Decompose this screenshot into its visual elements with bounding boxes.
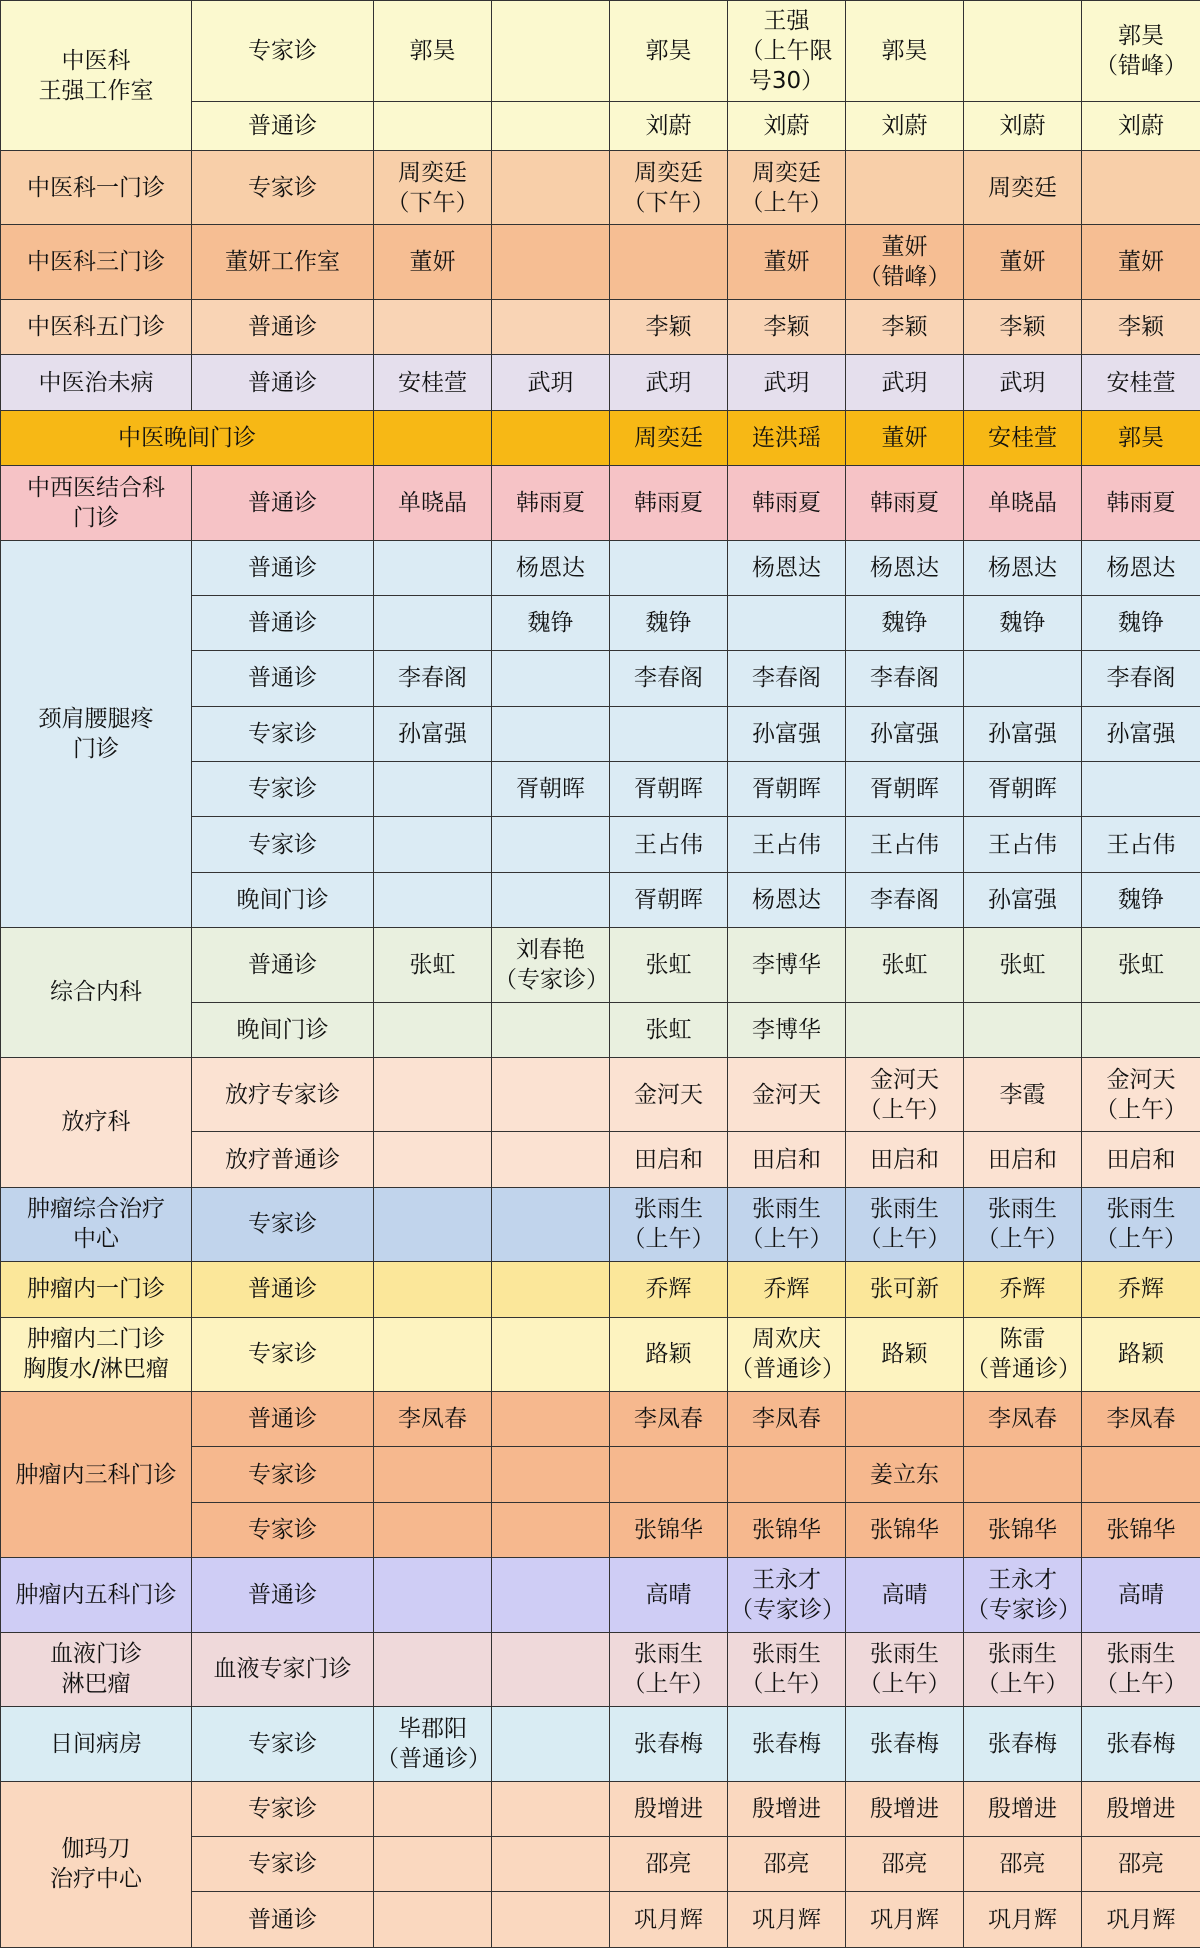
doctor-cell: 孙富强 [374, 706, 492, 761]
doctor-cell: 刘蔚 [1082, 101, 1200, 150]
clinic-type-cell: 普通诊 [192, 299, 374, 354]
doctor-cell: 杨恩达 [492, 540, 610, 595]
doctor-cell: 张锦华 [728, 1502, 846, 1557]
doctor-cell: 魏铮 [964, 595, 1082, 650]
doctor-cell: 李凤春 [374, 1392, 492, 1447]
doctor-cell [374, 1002, 492, 1057]
doctor-cell [374, 761, 492, 816]
doctor-cell: 魏铮 [1082, 872, 1200, 927]
clinic-type-cell: 放疗专家诊 [192, 1057, 374, 1131]
clinic-type-cell: 普通诊 [192, 101, 374, 150]
doctor-cell [374, 1502, 492, 1557]
doctor-cell: 周欢庆 （普通诊） [728, 1317, 846, 1391]
department-cell: 肿瘤内三科门诊 [1, 1392, 192, 1558]
doctor-cell: 安桂萱 [964, 410, 1082, 465]
doctor-cell: 金河天 （上午） [846, 1057, 964, 1131]
doctor-cell [1082, 1002, 1200, 1057]
doctor-cell: 李博华 [728, 1002, 846, 1057]
doctor-cell: 刘蔚 [964, 101, 1082, 150]
doctor-cell: 张锦华 [610, 1502, 728, 1557]
doctor-cell: 高晴 [846, 1558, 964, 1632]
doctor-cell: 胥朝晖 [846, 761, 964, 816]
doctor-cell: 胥朝晖 [610, 872, 728, 927]
doctor-cell: 李颖 [610, 299, 728, 354]
doctor-cell: 刘蔚 [846, 101, 964, 150]
department-cell: 中医科五门诊 [1, 299, 192, 354]
schedule-row [1, 410, 1200, 465]
department-cell: 日间病房 [1, 1707, 192, 1781]
doctor-cell: 张雨生 （上午） [728, 1187, 846, 1261]
doctor-cell: 李春阁 [610, 651, 728, 706]
doctor-cell [374, 1057, 492, 1131]
doctor-cell [492, 225, 610, 299]
doctor-cell [374, 872, 492, 927]
doctor-cell [492, 651, 610, 706]
doctor-cell: 韩雨夏 [492, 466, 610, 540]
schedule-row [1, 1317, 1200, 1391]
doctor-cell: 张春梅 [1082, 1707, 1200, 1781]
doctor-cell: 李颖 [964, 299, 1082, 354]
doctor-cell: 周奕廷 [964, 151, 1082, 225]
schedule-row [1, 1262, 1200, 1317]
clinic-type-cell: 晚间门诊 [192, 1002, 374, 1057]
doctor-cell [492, 1502, 610, 1557]
doctor-cell: 李春阁 [846, 872, 964, 927]
doctor-cell: 董妍 [728, 225, 846, 299]
clinic-type-cell: 普通诊 [192, 540, 374, 595]
clinic-type-cell: 专家诊 [192, 1447, 374, 1502]
doctor-cell: 武玥 [846, 355, 964, 410]
doctor-cell: 张雨生 （上午） [964, 1187, 1082, 1261]
clinic-type-cell: 普通诊 [192, 1558, 374, 1632]
doctor-cell: 田启和 [728, 1132, 846, 1187]
doctor-cell: 武玥 [728, 355, 846, 410]
doctor-cell: 周奕廷 （上午） [728, 151, 846, 225]
doctor-cell: 郭昊 （错峰） [1082, 1, 1200, 102]
department-cell: 血液门诊 淋巴瘤 [1, 1632, 192, 1706]
doctor-cell: 王占伟 [846, 817, 964, 872]
schedule-row [1, 355, 1200, 410]
department-cell: 中医晚间门诊 [1, 410, 374, 465]
clinic-type-cell: 专家诊 [192, 1707, 374, 1781]
clinic-type-cell: 董妍工作室 [192, 225, 374, 299]
doctor-cell: 高晴 [1082, 1558, 1200, 1632]
doctor-cell: 李春阁 [1082, 651, 1200, 706]
clinic-type-cell: 血液专家门诊 [192, 1632, 374, 1706]
doctor-cell: 单晓晶 [374, 466, 492, 540]
doctor-cell: 殷增进 [728, 1781, 846, 1836]
doctor-cell: 田启和 [1082, 1132, 1200, 1187]
doctor-cell [492, 817, 610, 872]
doctor-cell [964, 651, 1082, 706]
doctor-cell: 杨恩达 [1082, 540, 1200, 595]
doctor-cell: 胥朝晖 [492, 761, 610, 816]
doctor-cell: 孙富强 [964, 872, 1082, 927]
doctor-cell: 张虹 [1082, 928, 1200, 1002]
doctor-cell: 巩月辉 [846, 1892, 964, 1948]
doctor-cell: 郭昊 [846, 1, 964, 102]
doctor-cell: 乔辉 [964, 1262, 1082, 1317]
doctor-cell [492, 1057, 610, 1131]
doctor-cell [374, 1317, 492, 1391]
doctor-cell [492, 1262, 610, 1317]
doctor-cell: 王永才 （专家诊） [964, 1558, 1082, 1632]
doctor-cell: 刘蔚 [728, 101, 846, 150]
doctor-cell: 邵亮 [846, 1836, 964, 1891]
schedule-row [1, 466, 1200, 540]
clinic-type-cell: 普通诊 [192, 1262, 374, 1317]
clinic-type-cell: 放疗普通诊 [192, 1132, 374, 1187]
clinic-type-cell: 专家诊 [192, 1317, 374, 1391]
doctor-cell: 张雨生 （上午） [610, 1187, 728, 1261]
department-cell: 中医治未病 [1, 355, 192, 410]
doctor-cell [492, 101, 610, 150]
schedule-row [1, 1707, 1200, 1781]
doctor-cell: 乔辉 [728, 1262, 846, 1317]
doctor-cell [492, 1, 610, 102]
doctor-cell: 张虹 [610, 928, 728, 1002]
doctor-cell: 张锦华 [1082, 1502, 1200, 1557]
doctor-cell [374, 595, 492, 650]
doctor-cell: 郭昊 [610, 1, 728, 102]
doctor-cell: 孙富强 [846, 706, 964, 761]
department-cell: 中医科三门诊 [1, 225, 192, 299]
doctor-cell: 张春梅 [964, 1707, 1082, 1781]
schedule-row [1, 1187, 1200, 1261]
doctor-cell: 张雨生 （上午） [728, 1632, 846, 1706]
doctor-cell: 殷增进 [964, 1781, 1082, 1836]
doctor-cell: 胥朝晖 [964, 761, 1082, 816]
doctor-cell: 李颖 [728, 299, 846, 354]
department-cell: 中西医结合科 门诊 [1, 466, 192, 540]
doctor-cell [374, 299, 492, 354]
clinic-type-cell: 普通诊 [192, 466, 374, 540]
doctor-cell: 路颖 [846, 1317, 964, 1391]
doctor-cell [492, 1392, 610, 1447]
doctor-cell [846, 1392, 964, 1447]
doctor-cell [492, 1892, 610, 1948]
doctor-cell: 韩雨夏 [846, 466, 964, 540]
doctor-cell [610, 706, 728, 761]
doctor-cell: 魏铮 [492, 595, 610, 650]
doctor-cell: 王占伟 [1082, 817, 1200, 872]
doctor-cell: 单晓晶 [964, 466, 1082, 540]
doctor-cell [964, 1, 1082, 102]
schedule-row [1, 928, 1200, 1002]
doctor-cell: 张春梅 [610, 1707, 728, 1781]
doctor-cell: 韩雨夏 [728, 466, 846, 540]
doctor-cell: 杨恩达 [728, 540, 846, 595]
doctor-cell [374, 1632, 492, 1706]
department-cell: 颈肩腰腿疼 门诊 [1, 540, 192, 928]
doctor-cell [492, 1558, 610, 1632]
doctor-cell: 郭昊 [1082, 410, 1200, 465]
doctor-cell [374, 1187, 492, 1261]
doctor-cell [374, 540, 492, 595]
doctor-cell: 张虹 [374, 928, 492, 1002]
doctor-cell: 郭昊 [374, 1, 492, 102]
doctor-cell: 路颖 [610, 1317, 728, 1391]
clinic-type-cell: 专家诊 [192, 151, 374, 225]
doctor-cell: 孙富强 [1082, 706, 1200, 761]
doctor-cell: 殷增进 [846, 1781, 964, 1836]
doctor-cell [374, 1447, 492, 1502]
clinic-type-cell: 普通诊 [192, 595, 374, 650]
doctor-cell [964, 1447, 1082, 1502]
doctor-cell [374, 1558, 492, 1632]
doctor-cell: 邵亮 [610, 1836, 728, 1891]
doctor-cell: 武玥 [492, 355, 610, 410]
doctor-cell [1082, 1447, 1200, 1502]
doctor-cell: 田启和 [610, 1132, 728, 1187]
schedule-row [1, 1632, 1200, 1706]
doctor-cell: 张锦华 [964, 1502, 1082, 1557]
doctor-cell [374, 1132, 492, 1187]
doctor-cell [492, 1187, 610, 1261]
doctor-cell: 李凤春 [1082, 1392, 1200, 1447]
doctor-cell: 杨恩达 [728, 872, 846, 927]
clinic-type-cell: 晚间门诊 [192, 872, 374, 927]
doctor-cell: 张春梅 [846, 1707, 964, 1781]
doctor-cell: 巩月辉 [1082, 1892, 1200, 1948]
doctor-cell: 张雨生 （上午） [610, 1632, 728, 1706]
doctor-cell: 周奕廷 [610, 410, 728, 465]
doctor-cell [374, 1892, 492, 1948]
schedule-row [1, 1, 1200, 102]
doctor-cell [492, 1836, 610, 1891]
doctor-cell: 武玥 [964, 355, 1082, 410]
clinic-type-cell: 普通诊 [192, 928, 374, 1002]
doctor-cell: 张虹 [964, 928, 1082, 1002]
doctor-cell [374, 101, 492, 150]
doctor-cell [492, 1132, 610, 1187]
doctor-cell [728, 1447, 846, 1502]
clinic-type-cell: 普通诊 [192, 355, 374, 410]
doctor-cell [492, 872, 610, 927]
doctor-cell: 张锦华 [846, 1502, 964, 1557]
doctor-cell: 巩月辉 [610, 1892, 728, 1948]
schedule-row [1, 1558, 1200, 1632]
doctor-cell: 李凤春 [610, 1392, 728, 1447]
doctor-cell: 邵亮 [728, 1836, 846, 1891]
doctor-cell: 田启和 [964, 1132, 1082, 1187]
doctor-cell: 巩月辉 [728, 1892, 846, 1948]
doctor-cell [610, 540, 728, 595]
doctor-cell: 魏铮 [1082, 595, 1200, 650]
doctor-cell: 李霞 [964, 1057, 1082, 1131]
doctor-cell [492, 1317, 610, 1391]
doctor-cell [492, 410, 610, 465]
doctor-cell: 连洪瑶 [728, 410, 846, 465]
doctor-cell: 韩雨夏 [610, 466, 728, 540]
clinic-type-cell: 专家诊 [192, 1836, 374, 1891]
doctor-cell: 乔辉 [1082, 1262, 1200, 1317]
schedule-row [1, 1057, 1200, 1131]
doctor-cell: 邵亮 [1082, 1836, 1200, 1891]
doctor-cell: 孙富强 [728, 706, 846, 761]
doctor-cell: 刘蔚 [610, 101, 728, 150]
doctor-cell: 胥朝晖 [728, 761, 846, 816]
doctor-cell [374, 1836, 492, 1891]
schedule-row [1, 225, 1200, 299]
doctor-cell: 金河天 [728, 1057, 846, 1131]
department-cell: 中医科一门诊 [1, 151, 192, 225]
clinic-type-cell: 专家诊 [192, 1, 374, 102]
doctor-cell [374, 410, 492, 465]
doctor-cell: 周奕廷 （下午） [610, 151, 728, 225]
doctor-cell [492, 1447, 610, 1502]
doctor-cell: 董妍 [374, 225, 492, 299]
doctor-cell [492, 1632, 610, 1706]
doctor-cell [728, 595, 846, 650]
doctor-cell: 王永才 （专家诊） [728, 1558, 846, 1632]
clinic-type-cell: 普通诊 [192, 651, 374, 706]
doctor-cell [492, 151, 610, 225]
doctor-cell [492, 1002, 610, 1057]
department-cell: 综合内科 [1, 928, 192, 1058]
doctor-cell: 路颖 [1082, 1317, 1200, 1391]
doctor-cell: 陈雷 （普通诊） [964, 1317, 1082, 1391]
clinic-type-cell: 专家诊 [192, 1502, 374, 1557]
doctor-cell: 李颖 [1082, 299, 1200, 354]
doctor-cell: 张雨生 （上午） [1082, 1632, 1200, 1706]
department-cell: 中医科 王强工作室 [1, 1, 192, 151]
doctor-cell: 韩雨夏 [1082, 466, 1200, 540]
doctor-cell [1082, 761, 1200, 816]
doctor-cell: 李春阁 [374, 651, 492, 706]
doctor-cell [964, 1002, 1082, 1057]
schedule-row [1, 151, 1200, 225]
doctor-cell: 周奕廷 （下午） [374, 151, 492, 225]
schedule-row [1, 540, 1200, 595]
doctor-cell [492, 299, 610, 354]
doctor-cell: 金河天 [610, 1057, 728, 1131]
schedule-row [1, 1392, 1200, 1447]
doctor-cell: 张春梅 [728, 1707, 846, 1781]
doctor-cell [610, 225, 728, 299]
doctor-cell [846, 151, 964, 225]
doctor-cell: 董妍 [1082, 225, 1200, 299]
department-cell: 肿瘤综合治疗 中心 [1, 1187, 192, 1261]
department-cell: 肿瘤内五科门诊 [1, 1558, 192, 1632]
doctor-cell [374, 1262, 492, 1317]
doctor-cell: 张雨生 （上午） [1082, 1187, 1200, 1261]
doctor-cell [1082, 151, 1200, 225]
doctor-cell [374, 817, 492, 872]
department-cell: 肿瘤内一门诊 [1, 1262, 192, 1317]
clinic-type-cell: 专家诊 [192, 1781, 374, 1836]
schedule-row [1, 299, 1200, 354]
clinic-type-cell: 专家诊 [192, 1187, 374, 1261]
doctor-cell: 安桂萱 [1082, 355, 1200, 410]
doctor-cell: 巩月辉 [964, 1892, 1082, 1948]
doctor-cell: 董妍 （错峰） [846, 225, 964, 299]
doctor-cell: 王占伟 [728, 817, 846, 872]
doctor-cell [492, 706, 610, 761]
doctor-cell: 李春阁 [728, 651, 846, 706]
doctor-cell: 刘春艳 （专家诊） [492, 928, 610, 1002]
doctor-cell: 张虹 [846, 928, 964, 1002]
clinic-type-cell: 普通诊 [192, 1392, 374, 1447]
doctor-cell: 王占伟 [610, 817, 728, 872]
doctor-cell: 魏铮 [610, 595, 728, 650]
doctor-cell: 张可新 [846, 1262, 964, 1317]
doctor-cell: 李春阁 [846, 651, 964, 706]
doctor-cell: 张雨生 （上午） [846, 1632, 964, 1706]
doctor-cell: 乔辉 [610, 1262, 728, 1317]
doctor-cell [846, 1002, 964, 1057]
doctor-cell: 杨恩达 [964, 540, 1082, 595]
doctor-cell: 毕郡阳 （普通诊） [374, 1707, 492, 1781]
doctor-cell: 李凤春 [964, 1392, 1082, 1447]
schedule-row [1, 1781, 1200, 1836]
doctor-cell: 魏铮 [846, 595, 964, 650]
doctor-cell: 李颖 [846, 299, 964, 354]
doctor-cell: 张雨生 （上午） [964, 1632, 1082, 1706]
doctor-cell: 张雨生 （上午） [846, 1187, 964, 1261]
clinic-type-cell: 专家诊 [192, 817, 374, 872]
doctor-cell: 殷增进 [610, 1781, 728, 1836]
department-cell: 肿瘤内二门诊 胸腹水/淋巴瘤 [1, 1317, 192, 1391]
doctor-cell: 王占伟 [964, 817, 1082, 872]
doctor-cell: 武玥 [610, 355, 728, 410]
clinic-type-cell: 普通诊 [192, 1892, 374, 1948]
doctor-cell: 邵亮 [964, 1836, 1082, 1891]
doctor-cell: 李凤春 [728, 1392, 846, 1447]
doctor-cell: 王强 （上午限 号30） [728, 1, 846, 102]
doctor-cell: 高晴 [610, 1558, 728, 1632]
doctor-cell: 杨恩达 [846, 540, 964, 595]
doctor-cell: 姜立东 [846, 1447, 964, 1502]
doctor-cell [492, 1707, 610, 1781]
doctor-cell: 董妍 [964, 225, 1082, 299]
doctor-cell [492, 1781, 610, 1836]
department-cell: 放疗科 [1, 1057, 192, 1187]
doctor-cell [610, 1447, 728, 1502]
doctor-cell: 殷增进 [1082, 1781, 1200, 1836]
department-cell: 伽玛刀 治疗中心 [1, 1781, 192, 1947]
clinic-type-cell: 专家诊 [192, 706, 374, 761]
doctor-cell: 张虹 [610, 1002, 728, 1057]
doctor-cell: 孙富强 [964, 706, 1082, 761]
doctor-cell: 金河天 （上午） [1082, 1057, 1200, 1131]
doctor-cell: 胥朝晖 [610, 761, 728, 816]
doctor-cell [374, 1781, 492, 1836]
doctor-cell: 李博华 [728, 928, 846, 1002]
doctor-cell: 董妍 [846, 410, 964, 465]
doctor-cell: 安桂萱 [374, 355, 492, 410]
doctor-cell: 田启和 [846, 1132, 964, 1187]
clinic-type-cell: 专家诊 [192, 761, 374, 816]
